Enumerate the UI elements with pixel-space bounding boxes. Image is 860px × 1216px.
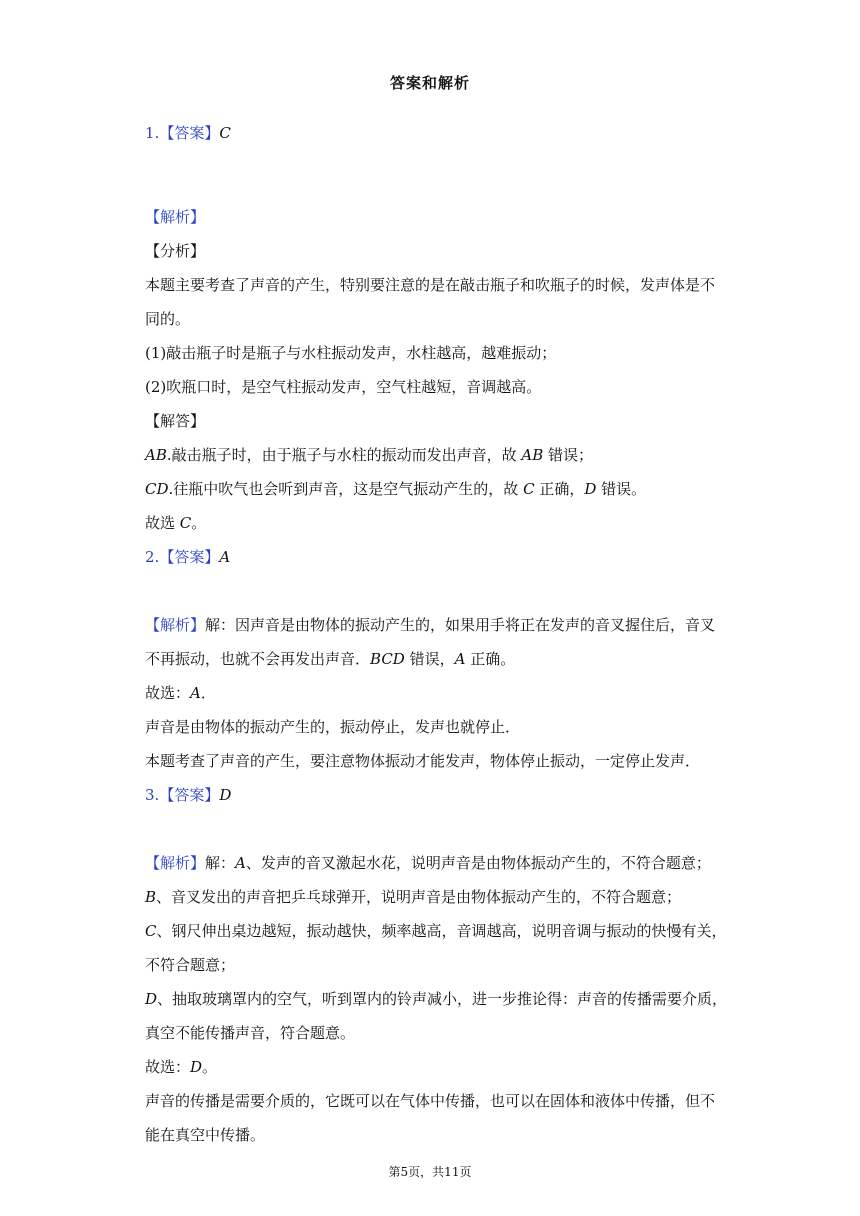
text: ． [200,684,216,702]
text: 不再振动，也就不会再发出声音． [145,650,371,668]
q3-analysis-line-2 [145,886,681,908]
q3-answer-line [145,784,231,806]
text: 错误。 [596,480,647,498]
text: 。 [191,514,207,532]
option-a: A [190,684,201,702]
text: .往瓶中吹气也会听到声音，这是空气振动产生的，故 [168,480,524,498]
q1-solution-line-2 [145,478,646,500]
option-ab: AB [521,446,544,464]
option-ab: AB [145,446,167,464]
option-d: D [584,480,597,498]
q3-analysis-line-1 [145,852,711,874]
option-d: D [145,990,158,1008]
q2-answer-line [145,546,230,568]
q3-analysis-line-4 [145,988,727,1010]
text: 、抽取玻璃罩内的空气，听到罩内的铃声减小，进一步推论得：声音的传播需要介质， [157,990,728,1008]
q3-answer-tag: 【答案】 [159,786,220,804]
q2-paragraph-2: 本题考查了声音的产生，要注意物体振动才能发声，物体停止振动，一定停止发声． [145,752,701,770]
q2-answer-tag: 【答案】 [159,548,220,566]
q3-paragraph-1: 声音的传播是需要介质的，它既可以在气体中传播，也可以在固体和液体中传播，但不 [145,1092,716,1110]
q2-analysis-line-2 [145,648,515,670]
q2-answer: A [219,548,231,566]
text: .敲击瓶子时，由于瓶子与水柱的振动而发出声音，故 [166,446,522,464]
text: 错误； [543,446,594,464]
q2-analysis-tag: 【解析】 [145,616,206,634]
q1-answer-tag: 【答案】 [159,124,220,142]
option-d: D [190,1058,203,1076]
text: 故选： [145,684,191,702]
q3-analysis-line-3 [145,920,727,942]
q2-paragraph-1: 声音是由物体的振动产生的，振动停止，发声也就停止． [145,718,521,736]
option-bcd: BCD [370,650,405,668]
q1-analysis-tag: 【解析】 [145,208,206,226]
q2-number: 2. [145,548,160,566]
option-cd: CD [145,480,169,498]
q3-analysis-tag: 【解析】 [145,854,206,872]
q1-solution-line-1 [145,444,593,466]
q2-analysis-line-1 [145,614,715,636]
option-a: A [235,854,246,872]
q1-jieda-tag: 【解答】 [145,412,206,430]
q3-choose-line [145,1056,217,1078]
q3-number: 3. [145,786,160,804]
text: 故选 [145,514,180,532]
page-footer: 第5页，共11页 [388,1165,472,1179]
text: 。 [202,1058,218,1076]
q3-analysis-line-4-cont: 真空不能传播声音，符合题意。 [145,1024,356,1042]
q2-choose-line [145,682,216,704]
q1-answer-line [145,122,231,144]
q1-point-1: (1)敲击瓶子时是瓶子与水柱振动发声，水柱越高，越难振动； [145,344,557,362]
q1-paragraph-cont: 同的。 [145,310,191,328]
q1-paragraph: 本题主要考查了声音的产生，特别要注意的是在敲击瓶子和吹瓶子的时候，发声体是不 [145,276,716,294]
option-a: A [454,650,466,668]
q1-number: 1. [145,124,160,142]
text: 、发声的音叉激起水花，说明声音是由物体振动产生的，不符合题意； [245,854,711,872]
text: 解：因声音是由物体的振动产生的，如果用手将正在发声的音叉握住后，音叉 [205,616,716,634]
text: 、钢尺伸出桌边越短，振动越快，频率越高，音调越高，说明音调与振动的快慢有关， [156,922,727,940]
q1-answer: C [219,124,231,142]
q1-fenxi-tag: 【分析】 [145,242,206,260]
q1-point-2: (2)吹瓶口时，是空气柱振动发声，空气柱越短，音调越高。 [145,378,542,396]
q1-choose-line [145,512,206,534]
option-c: C [145,922,157,940]
text: 错误， [404,650,455,668]
option-b: B [145,888,157,906]
text: 、音叉发出的声音把乒乓球弹开，说明声音是由物体振动产生的，不符合题意； [156,888,682,906]
q3-answer: D [219,786,232,804]
option-c: C [179,514,192,532]
option-c: C [523,480,535,498]
q3-paragraph-1-cont: 能在真空中传播。 [145,1126,266,1144]
text: 正确。 [465,650,516,668]
text: 故选： [145,1058,191,1076]
q3-analysis-line-3-cont: 不符合题意； [145,956,236,974]
page-title: 答案和解析 [389,74,470,92]
text: 解： [205,854,236,872]
text: 正确， [534,480,585,498]
